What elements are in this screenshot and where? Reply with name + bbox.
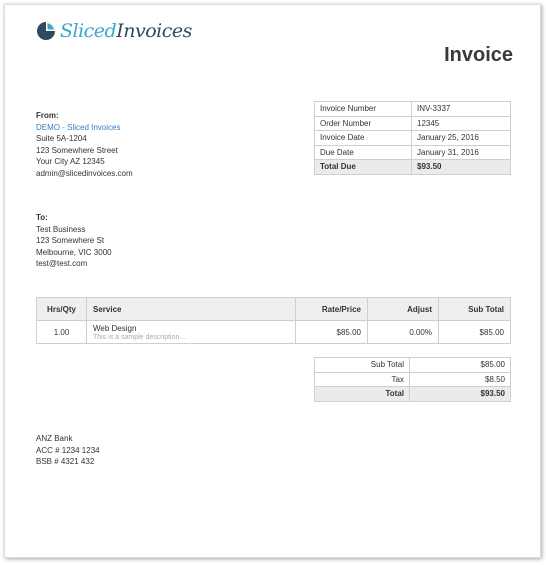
totals-value: $93.50: [410, 387, 511, 402]
details-row: [315, 116, 511, 131]
from-heading: From:: [36, 111, 59, 120]
header-rate: Rate/Price: [296, 298, 368, 321]
from-address: [36, 110, 133, 179]
item-service: Web Design: [93, 323, 137, 333]
totals-label: Tax: [315, 372, 410, 387]
from-line: Suite 5A-1204: [36, 134, 87, 143]
from-line: Your City AZ 12345: [36, 157, 105, 166]
details-value: INV-3337: [412, 102, 511, 117]
invoice-details-table: [314, 101, 511, 175]
totals-row-grand: [315, 387, 511, 402]
totals-label: Sub Total: [315, 358, 410, 373]
details-label: Invoice Date: [315, 131, 412, 146]
details-value: January 31, 2016: [412, 145, 511, 160]
details-label: Due Date: [315, 145, 412, 160]
invoice-page: [4, 4, 541, 558]
details-value: January 25, 2016: [412, 131, 511, 146]
bank-line: ACC # 1234 1234: [36, 445, 100, 455]
header-subtotal: Sub Total: [439, 298, 511, 321]
line-items-table: [36, 297, 511, 344]
details-label: Invoice Number: [315, 102, 412, 117]
document-title: Invoice: [444, 44, 513, 66]
totals-row: [315, 372, 511, 387]
header-adjust: Adjust: [368, 298, 439, 321]
bank-line: BSB # 4321 432: [36, 457, 95, 466]
from-line: admin@slicedinvoices.com: [36, 168, 133, 178]
item-service-cell: [87, 321, 296, 344]
totals-row: [315, 358, 511, 373]
bank-details: [36, 433, 100, 468]
bank-line: ANZ Bank: [36, 434, 73, 443]
to-heading: To:: [36, 213, 48, 222]
to-line: Melbourne, VIC 3000: [36, 247, 112, 257]
totals-table: [314, 357, 511, 402]
details-value: $93.50: [412, 160, 511, 175]
logo-text-sliced: Sliced: [60, 20, 117, 42]
details-value: 12345: [412, 116, 511, 131]
item-qty: 1.00: [37, 321, 87, 344]
item-adjust: 0.00%: [368, 321, 439, 344]
item-subtotal: $85.00: [439, 321, 511, 344]
to-line: Test Business: [36, 224, 86, 234]
company-logo: [36, 18, 192, 44]
logo-text-invoices: Invoices: [116, 20, 192, 42]
items-header-row: [37, 298, 511, 321]
item-rate: $85.00: [296, 321, 368, 344]
to-line: 123 Somewhere St: [36, 236, 105, 245]
pie-chart-icon: [36, 21, 56, 41]
totals-value: $85.00: [410, 358, 511, 373]
header-qty: Hrs/Qty: [37, 298, 87, 321]
table-row: [37, 321, 511, 344]
details-row: [315, 145, 511, 160]
details-label: Order Number: [315, 116, 412, 131]
totals-value: $8.50: [410, 372, 511, 387]
from-line: 123 Somewhere Street: [36, 145, 118, 155]
details-row-total-due: [315, 160, 511, 175]
to-address: [36, 212, 112, 270]
details-label: Total Due: [315, 160, 412, 175]
item-description: This is a sample description...: [93, 333, 186, 341]
totals-label: Total: [315, 387, 410, 402]
details-row: [315, 131, 511, 146]
from-business-link[interactable]: DEMO - Sliced Invoices: [36, 122, 121, 132]
to-line: test@test.com: [36, 259, 88, 268]
details-row: [315, 102, 511, 117]
header-service: Service: [87, 298, 296, 321]
